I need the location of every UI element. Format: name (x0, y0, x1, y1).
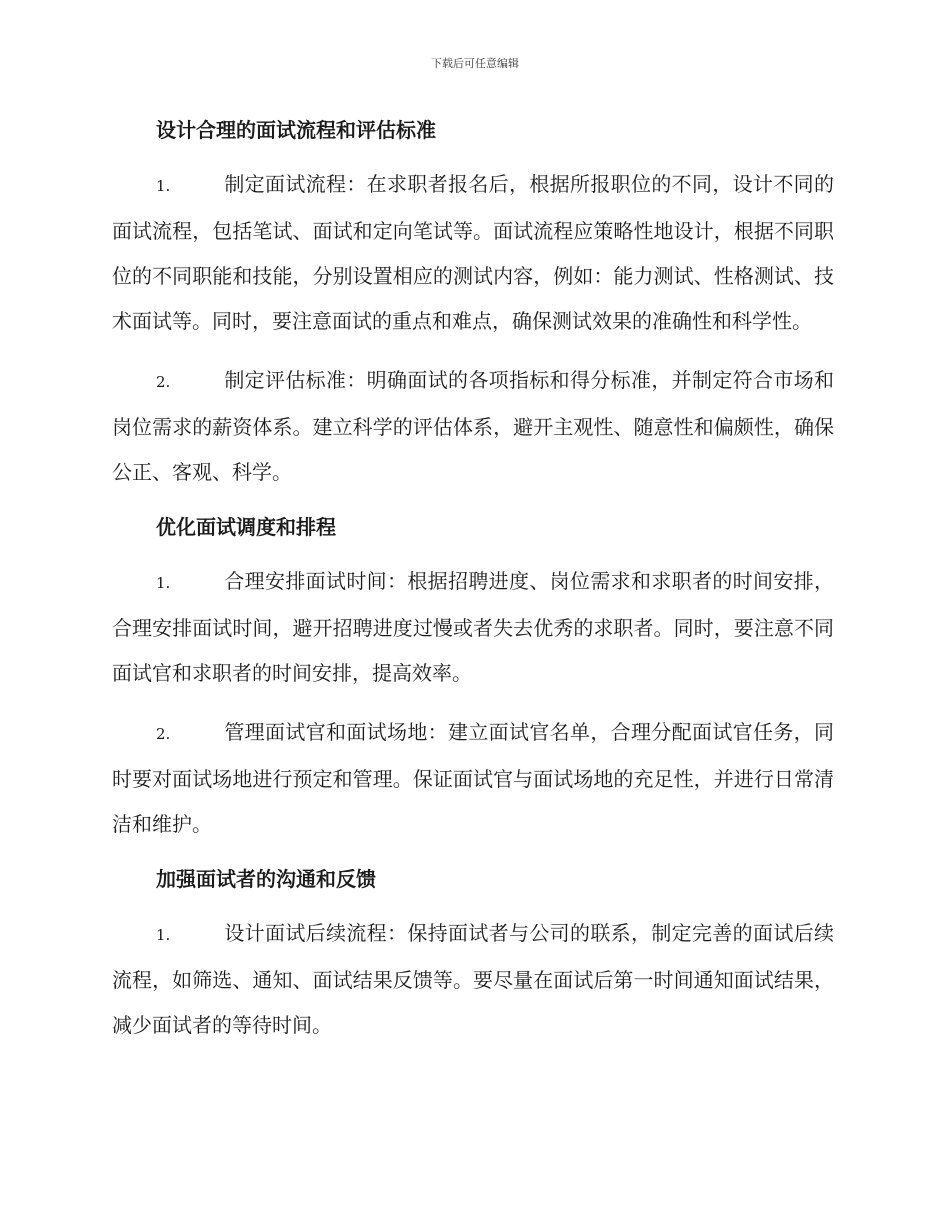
item-number: 2. (156, 373, 171, 391)
section-heading: 加强面试者的沟通和反馈 (156, 867, 376, 891)
list-item (112, 559, 834, 696)
page-header-note: 下载后可任意编辑 (431, 57, 519, 70)
list-item (112, 911, 834, 1048)
list-item (112, 358, 834, 495)
document-body (112, 112, 834, 1062)
list-item (112, 710, 834, 847)
section-scheduling (112, 509, 834, 847)
section-heading: 设计合理的面试流程和评估标准 (156, 118, 436, 142)
item-text: 设计面试后续流程：保持面试者与公司的联系，制定完善的面试后续流程，如筛选、通知、面试结果反馈等。要尽量在面试后第一时间通知面试结果，减少面试者的等待时间。 (112, 921, 834, 1037)
item-number: 1. (156, 574, 171, 592)
item-text: 合理安排面试时间：根据招聘进度、岗位需求和求职者的时间安排，合理安排面试时间，避开招聘进度过慢或者失去优秀的求职者。同时，要注意不同面试官和求职者的时间安排，提高效率。 (112, 569, 834, 685)
section-interview-process (112, 112, 834, 495)
item-number: 1. (156, 926, 171, 944)
item-number: 2. (156, 725, 171, 743)
item-text: 管理面试官和面试场地：建立面试官名单，合理分配面试官任务，同时要对面试场地进行预定和管理。保证面试官与面试场地的充足性，并进行日常清洁和维护。 (112, 720, 834, 836)
section-heading: 优化面试调度和排程 (156, 515, 336, 539)
item-text: 制定评估标准：明确面试的各项指标和得分标准，并制定符合市场和岗位需求的薪资体系。建立科学的评估体系，避开主观性、随意性和偏颇性，确保公正、客观、科学。 (112, 368, 834, 484)
item-number: 1. (156, 177, 171, 195)
section-communication (112, 861, 834, 1048)
list-item (112, 162, 834, 344)
item-text: 制定面试流程：在求职者报名后，根据所报职位的不同，设计不同的面试流程，包括笔试、面试和定向笔试等。面试流程应策略性地设计，根据不同职位的不同职能和技能，分别设置相应的测试内容，例如：能力测试、性格测试、技术面试等。同时，要注意面试的重点和难点，确保测试效果的准确性和科学性。 (112, 172, 834, 333)
